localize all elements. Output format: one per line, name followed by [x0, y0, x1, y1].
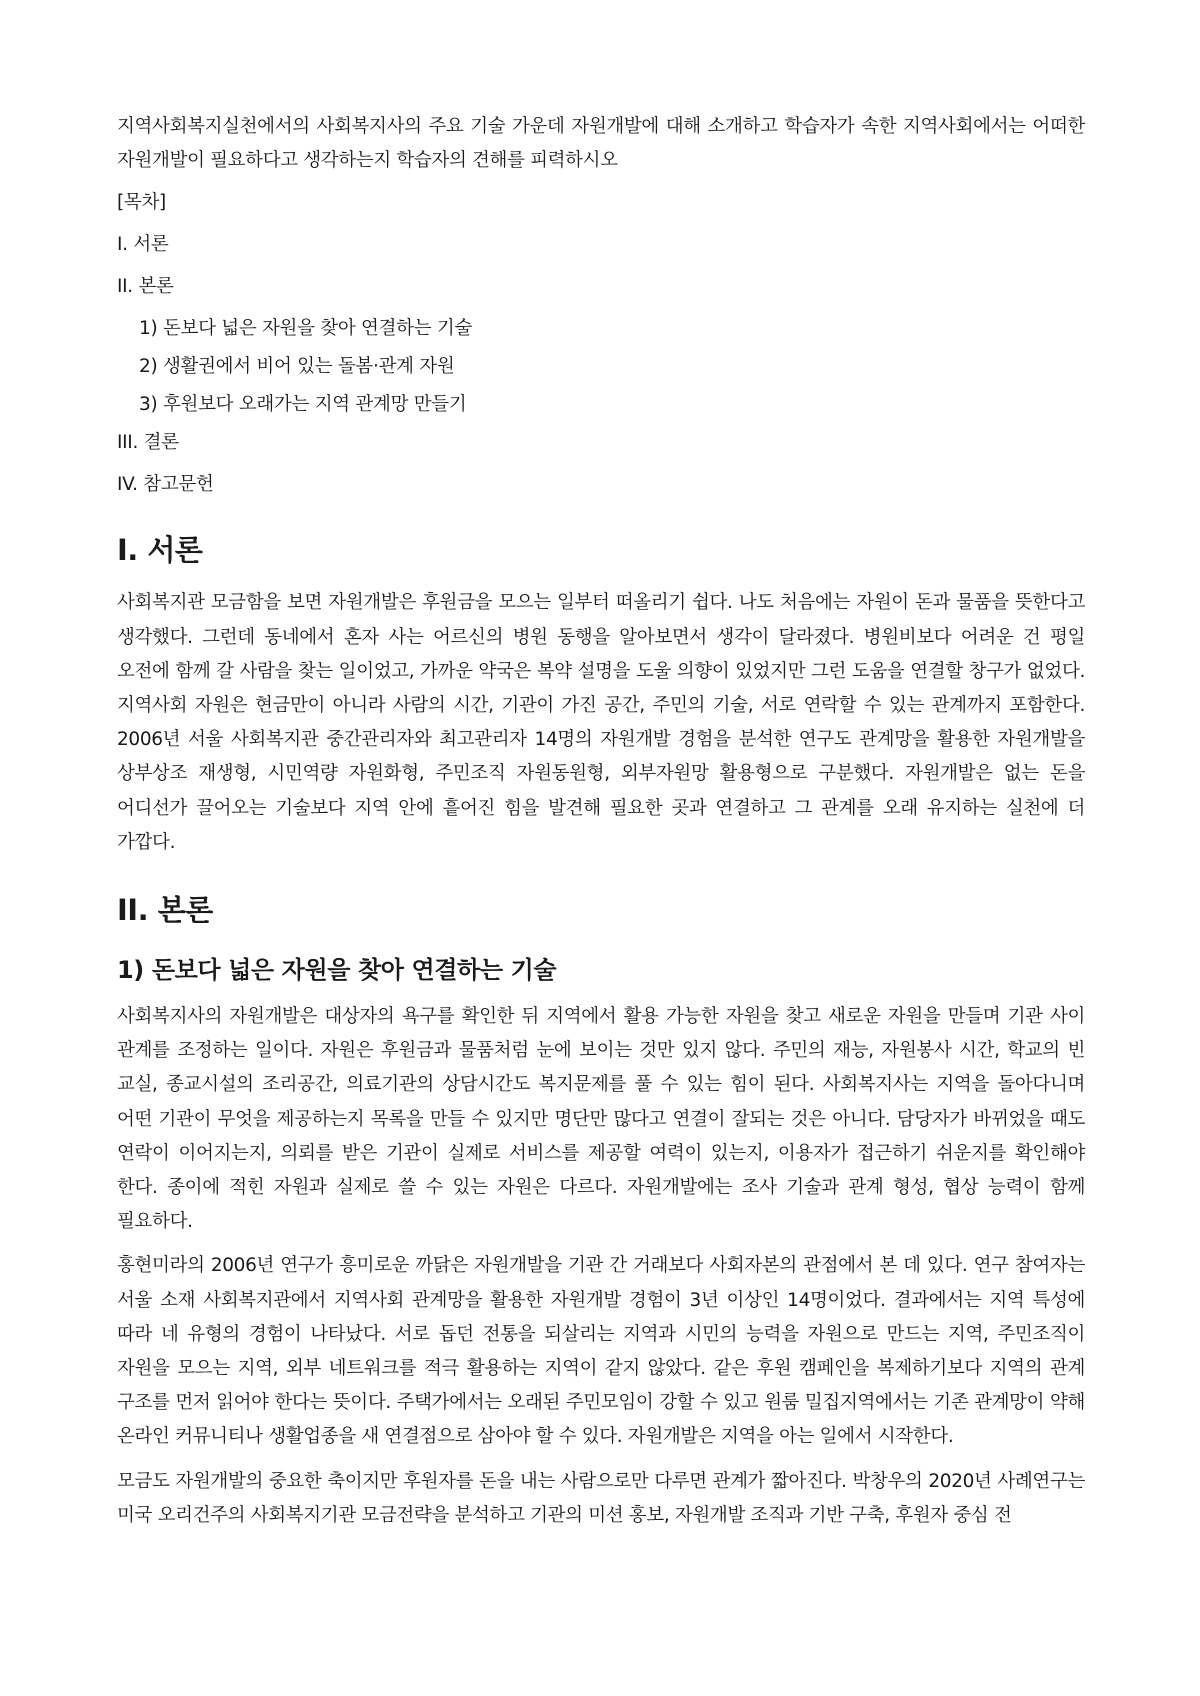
section-1-paragraph-2: 홍현미라의 2006년 연구가 흥미로운 까닭은 자원개발을 기관 간 거래보다 사회자본의 관점에서 본 데 있다. 연구 참여자는 서울 소재 사회복지관에서 지역사회 관계망을 활용한 자원개발 경험이 3년 이상인 14명이었다. 결과에서는 지역 특성에 따라 네 유형의 경험이 나타났다. 서로 돕던 전통을 되살리는 지역과 시민의 능력을 자원으로 만드는 지역, 주민조직이 자원을 모으는 지역, 외부 네트워크를 적극 활용하는 지역이 같지 않았다. 같은 후원 캠페인을 복제하기보다 지역의 관계 구조를 먼저 읽어야 한다는 뜻이다. 주택가에서는 오래된 주민모임이 강할 수 있고 원룸 밀집지역에서는 기존 관계망이 약해 온라인 커뮤니티나 생활업종을 새 연결점으로 삼아야 할 수 있다. 자원개발은 지역을 아는 일에서 시작한다. — [117, 1255, 1085, 1448]
table-of-contents — [117, 186, 1085, 502]
toc-item-body-1: 1) 돈보다 넓은 자원을 찾아 연결하는 기술 — [139, 318, 473, 340]
section-1-paragraph-1: 사회복지사의 자원개발은 대상자의 욕구를 확인한 뒤 지역에서 활용 가능한 자원을 찾고 새로운 자원을 만들며 기관 사이 관계를 조정하는 일이다. 자원은 후원금과 물품처럼 눈에 보이는 것만 있지 않다. 주민의 재능, 자원봉사 시간, 학교의 빈 교실, 종교시설의 조리공간, 의료기관의 상담시간도 복지문제를 풀 수 있는 힘이 된다. 사회복지사는 지역을 돌아다니며 어떤 기관이 무엇을 제공하는지 목록을 만들 수 있지만 명단만 많다고 연결이 잘되는 것은 아니다. 담당자가 바뀌었을 때도 연락이 이어지는지, 의뢰를 받은 기관이 실제로 서비스를 제공할 여력이 있는지, 이용자가 접근하기 쉬운지를 확인해야 한다. 종이에 적힌 자원과 실제로 쓸 수 있는 자원은 다르다. 자원개발에는 조사 기술과 관계 형성, 협상 능력이 함께 필요하다. — [117, 1006, 1085, 1233]
toc-title: [목차] — [117, 192, 166, 214]
intro-paragraph: 사회복지관 모금함을 보면 자원개발은 후원금을 모으는 일부터 떠올리기 쉽다. 나도 처음에는 자원이 돈과 물품을 뜻한다고 생각했다. 그런데 동네에서 혼자 사는 어르신의 병원 동행을 알아보면서 생각이 달라졌다. 병원비보다 어려운 건 평일 오전에 함께 갈 사람을 찾는 일이었고, 가까운 약국은 복약 설명을 도울 의향이 있었지만 그런 도움을 연결할 창구가 없었다. 지역사회 자원은 현금만이 아니라 사람의 시간, 기관이 가진 공간, 주민의 기술, 서로 연락할 수 있는 관계까지 포함한다. 2006년 서울 사회복지관 중간관리자와 최고관리자 14명의 자원개발 경험을 분석한 연구도 관계망을 활용한 자원개발을 상부상조 재생형, 시민역량 자원화형, 주민조직 자원동원형, 외부자원망 활용형으로 구분했다. 자원개발은 없는 돈을 어디선가 끌어오는 기술보다 지역 안에 흩어진 힘을 발견해 필요한 곳과 연결하고 그 관계를 오래 유지하는 실천에 더 가깝다. — [117, 592, 1085, 853]
intro-heading: I. 서론 — [117, 533, 203, 568]
toc-item-body: II. 본론 — [117, 276, 174, 298]
toc-item-body-2: 2) 생활권에서 비어 있는 돌봄·관계 자원 — [139, 356, 455, 378]
toc-item-references: IV. 참고문헌 — [117, 474, 214, 496]
assignment-question: 지역사회복지실천에서의 사회복지사의 주요 기술 가운데 자원개발에 대해 소개하고 학습자가 속한 지역사회에서는 어떠한 자원개발이 필요하다고 생각하는지 학습자의 견해를 피력하시오 — [117, 116, 1085, 172]
body-heading: II. 본론 — [117, 893, 213, 928]
document-page — [117, 110, 1085, 1533]
section-1-heading: 1) 돈보다 넓은 자원을 찾아 연결하는 기술 — [117, 956, 557, 985]
toc-item-conclusion: III. 결론 — [117, 432, 179, 454]
toc-item-body-3: 3) 후원보다 오래가는 지역 관계망 만들기 — [139, 394, 467, 416]
toc-item-intro: I. 서론 — [117, 234, 169, 256]
section-1-paragraph-3: 모금도 자원개발의 중요한 축이지만 후원자를 돈을 내는 사람으로만 다루면 관계가 짧아진다. 박창우의 2020년 사례연구는 미국 오리건주의 사회복지기관 모금전략을 분석하고 기관의 미션 홍보, 자원개발 조직과 기반 구축, 후원자 중심 전 — [117, 1470, 1085, 1526]
